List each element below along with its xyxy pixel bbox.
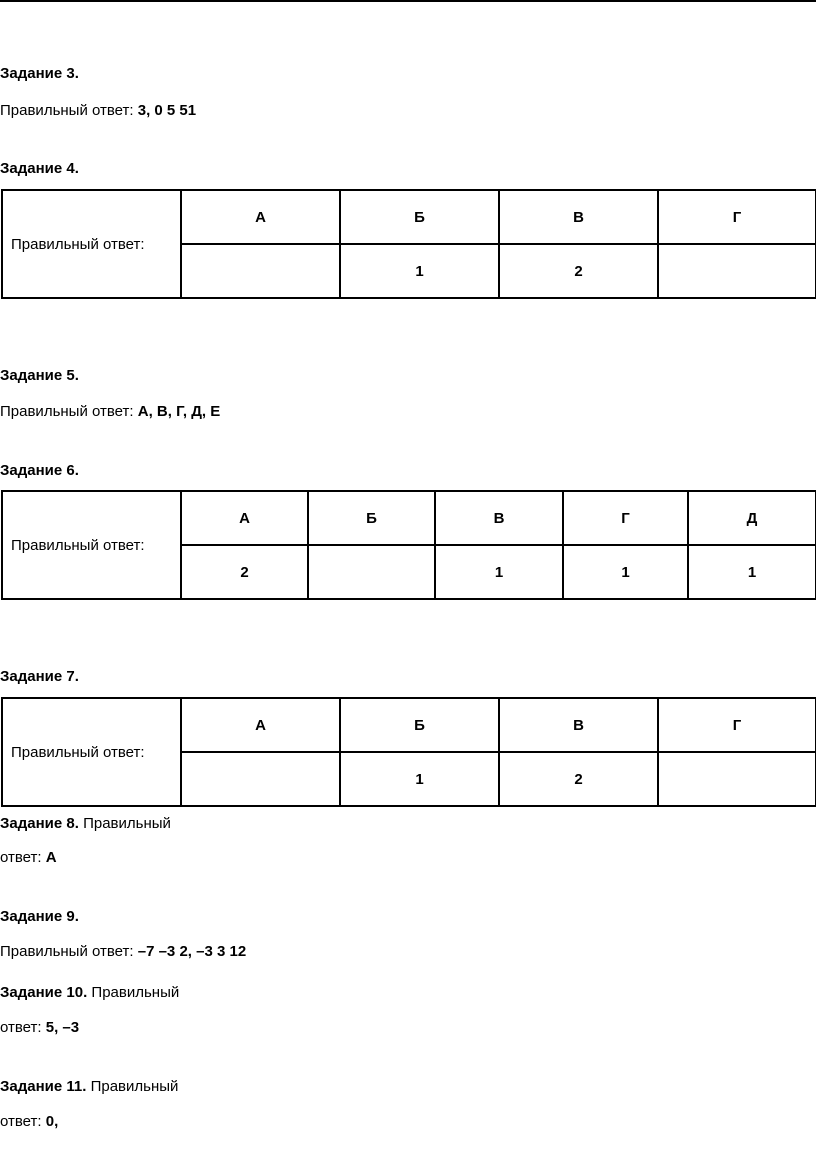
task-3-title: Задание 3. bbox=[0, 65, 79, 82]
table-value-cell: 2 bbox=[499, 244, 658, 298]
task-4-label: Правильный ответ: bbox=[2, 190, 181, 298]
table-header-cell: Г bbox=[658, 190, 816, 244]
table-value-cell bbox=[181, 752, 340, 806]
table-value-cell: 1 bbox=[563, 545, 688, 599]
table-value-cell: 1 bbox=[340, 244, 499, 298]
table-header-cell: Б bbox=[308, 491, 435, 545]
table-header-cell: Г bbox=[563, 491, 688, 545]
task-11-answer-line: ответ: 0, bbox=[0, 1113, 59, 1130]
task-3-answer-line: Правильный ответ: 3, 0 5 51 bbox=[0, 102, 197, 119]
table-header-cell: А bbox=[181, 698, 340, 752]
task-5-title: Задание 5. bbox=[0, 367, 79, 384]
table-header-cell: Г bbox=[658, 698, 816, 752]
task-4-table bbox=[1, 189, 816, 299]
task-11-title-line: Задание 11. Правильный bbox=[0, 1078, 179, 1095]
table-header-cell: В bbox=[435, 491, 563, 545]
task-6-label: Правильный ответ: bbox=[2, 491, 181, 599]
table-value-cell bbox=[658, 752, 816, 806]
table-value-cell: 2 bbox=[499, 752, 658, 806]
task-5-answer-line: Правильный ответ: А, В, Г, Д, Е bbox=[0, 403, 221, 420]
table-value-cell bbox=[308, 545, 435, 599]
task-10-title-line: Задание 10. Правильный bbox=[0, 984, 180, 1001]
task-8-title-line: Задание 8. Правильный bbox=[0, 815, 171, 832]
task-4-title: Задание 4. bbox=[0, 160, 79, 177]
task-8-answer-line: ответ: А bbox=[0, 849, 57, 866]
table-value-cell bbox=[658, 244, 816, 298]
table-header-cell: А bbox=[181, 190, 340, 244]
task-7-title: Задание 7. bbox=[0, 668, 79, 685]
task-7-label: Правильный ответ: bbox=[2, 698, 181, 806]
top-rule bbox=[0, 0, 816, 2]
table-value-cell bbox=[181, 244, 340, 298]
table-header-cell: Б bbox=[340, 698, 499, 752]
task-6-table bbox=[1, 490, 816, 600]
table-header-cell: Д bbox=[688, 491, 816, 545]
table-value-cell: 1 bbox=[688, 545, 816, 599]
table-header-cell: В bbox=[499, 190, 658, 244]
task-9-answer-line: Правильный ответ: –7 –3 2, –3 3 12 bbox=[0, 943, 247, 960]
table-header-cell: А bbox=[181, 491, 308, 545]
table-header-cell: В bbox=[499, 698, 658, 752]
table-value-cell: 1 bbox=[435, 545, 563, 599]
table-header-cell: Б bbox=[340, 190, 499, 244]
table-value-cell: 1 bbox=[340, 752, 499, 806]
task-10-answer-line: ответ: 5, –3 bbox=[0, 1019, 80, 1036]
task-6-title: Задание 6. bbox=[0, 462, 79, 479]
table-value-cell: 2 bbox=[181, 545, 308, 599]
task-9-title: Задание 9. bbox=[0, 908, 79, 925]
task-7-table bbox=[1, 697, 816, 807]
